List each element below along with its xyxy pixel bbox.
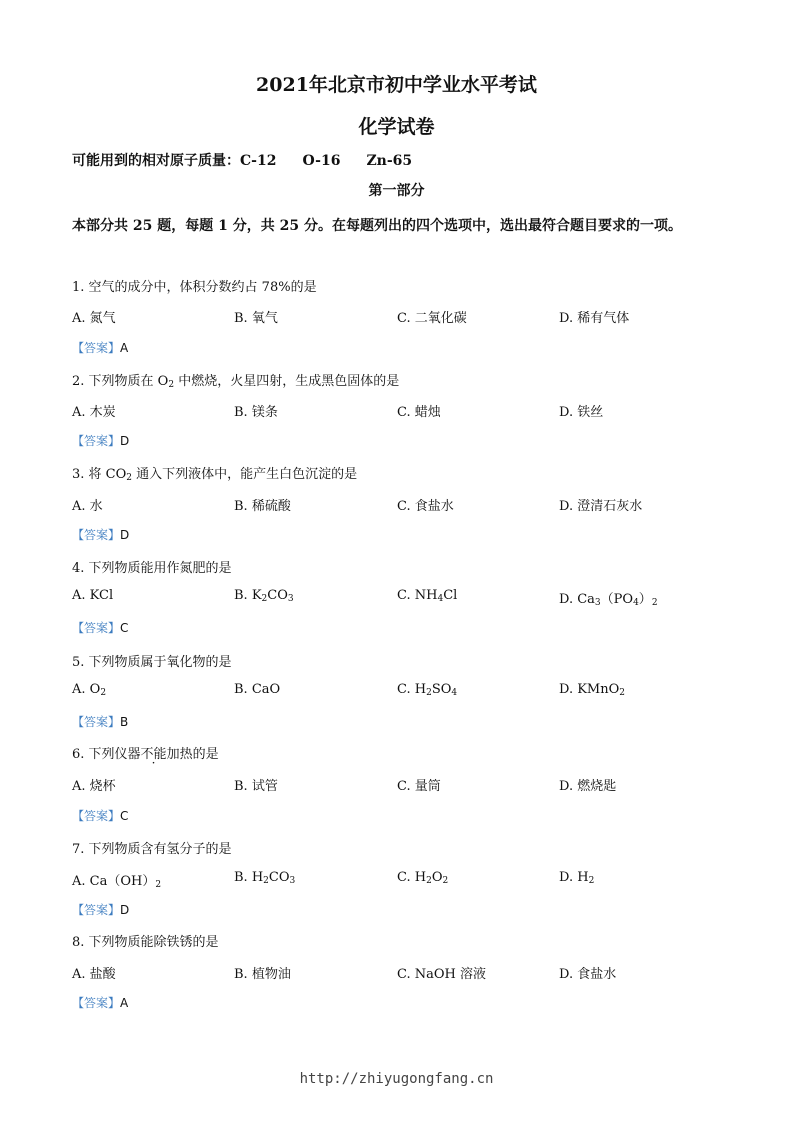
q2-answer: 【答案】D	[72, 434, 130, 448]
q3-option-c: C. 食盐水	[397, 499, 454, 514]
q6-option-d: D. 燃烧匙	[559, 779, 617, 794]
q5-option-a: A. $O_2$	[72, 682, 107, 698]
section-instructions: 本部分共 25 题，每题 1 分，共 25 分。在每题列出的四个选项中，选出最符合题目要求的一项。	[72, 218, 682, 234]
q1-option-c: C. 二氧化碳	[397, 311, 467, 326]
q8-option-b: B. 植物油	[234, 967, 291, 982]
q2-option-c: C. 蜡烛	[397, 405, 441, 420]
q2-option-b: B. 镁条	[234, 405, 278, 420]
q4-answer: 【答案】C	[72, 621, 129, 635]
section-heading: 第一部分	[368, 183, 425, 199]
question-2-stem: 2. 下列物质在 $O_2$ 中燃烧，火星四射，生成黑色固体的是	[72, 374, 400, 390]
answer-label: 【答案】	[72, 341, 121, 355]
q7-option-a: A. $Ca(OH)_2$	[72, 874, 162, 890]
q1-option-d: D. 稀有气体	[559, 311, 630, 326]
atomic-mass-o: O-16	[302, 153, 341, 169]
q7-option-c: C. $H_2O_2$	[397, 870, 449, 886]
q6-option-b: B. 试管	[234, 779, 278, 794]
question-7-stem: 7. 下列物质含有氢分子的是	[72, 842, 232, 857]
question-8-stem: 8. 下列物质能除铁锈的是	[72, 935, 219, 950]
q8-option-a: A. 盐酸	[72, 967, 116, 982]
question-4-stem: 4. 下列物质能用作氮肥的是	[72, 561, 232, 576]
q3-option-a: A. 水	[72, 499, 103, 514]
exam-title: 2021年北京市初中学业水平考试	[256, 74, 537, 96]
q4-option-d: D. $Ca_3(PO_4)_2$	[559, 592, 658, 608]
answer-value: A	[120, 341, 129, 355]
atomic-mass-c: C-12	[240, 153, 277, 169]
q4-option-c: C. $NH_4Cl$	[397, 588, 458, 604]
q6-answer: 【答案】C	[72, 809, 129, 823]
emphasis-not: 不能	[140, 747, 167, 762]
q4-option-a: A. KCl	[72, 588, 114, 603]
footer-url[interactable]: http://zhiyugongfang.cn	[299, 1071, 494, 1087]
q6-option-a: A. 烧杯	[72, 779, 116, 794]
q8-option-c: C. NaOH 溶液	[397, 967, 487, 982]
question-5-stem: 5. 下列物质属于氧化物的是	[72, 655, 232, 670]
q5-option-d: D. KMnO$_2$	[559, 682, 626, 698]
q1-option-a: A. 氮气	[72, 311, 116, 326]
q4-option-b: B. $K_2CO_3$	[234, 588, 294, 604]
q2-option-d: D. 铁丝	[559, 405, 604, 420]
q7-option-b: B. $H_2CO_3$	[234, 870, 296, 886]
q5-answer: 【答案】B	[72, 715, 129, 729]
q7-option-d: D. $H_2$	[559, 870, 595, 886]
question-3-stem: 3. 将 $CO_2$ 通入下列液体中，能产生白色沉淀的是	[72, 467, 358, 483]
exam-subtitle: 化学试卷	[358, 116, 435, 138]
q8-option-d: D. 食盐水	[559, 967, 617, 982]
atomic-mass-line	[72, 150, 412, 170]
q2-option-a: A. 木炭	[72, 405, 116, 420]
q6-option-c: C. 量筒	[397, 779, 441, 794]
q3-answer: 【答案】D	[72, 528, 130, 542]
atomic-mass-label: 可能用到的相对原子质量：	[72, 153, 240, 169]
q3-option-b: B. 稀硫酸	[234, 499, 291, 514]
question-1-stem: 1. 空气的成分中，体积分数约占 78%的是	[72, 280, 317, 295]
q5-option-b: B. CaO	[234, 682, 281, 697]
q3-option-d: D. 澄清石灰水	[559, 499, 643, 514]
atomic-mass-zn: Zn-65	[366, 153, 413, 169]
q1-answer	[72, 339, 128, 356]
q5-option-c: C. $H_2SO_4$	[397, 682, 458, 698]
q8-answer: 【答案】A	[72, 996, 129, 1010]
question-6-stem: 6. 下列仪器不能加热的是	[72, 747, 219, 762]
q1-option-b: B. 氧气	[234, 311, 278, 326]
q7-answer: 【答案】D	[72, 903, 130, 917]
